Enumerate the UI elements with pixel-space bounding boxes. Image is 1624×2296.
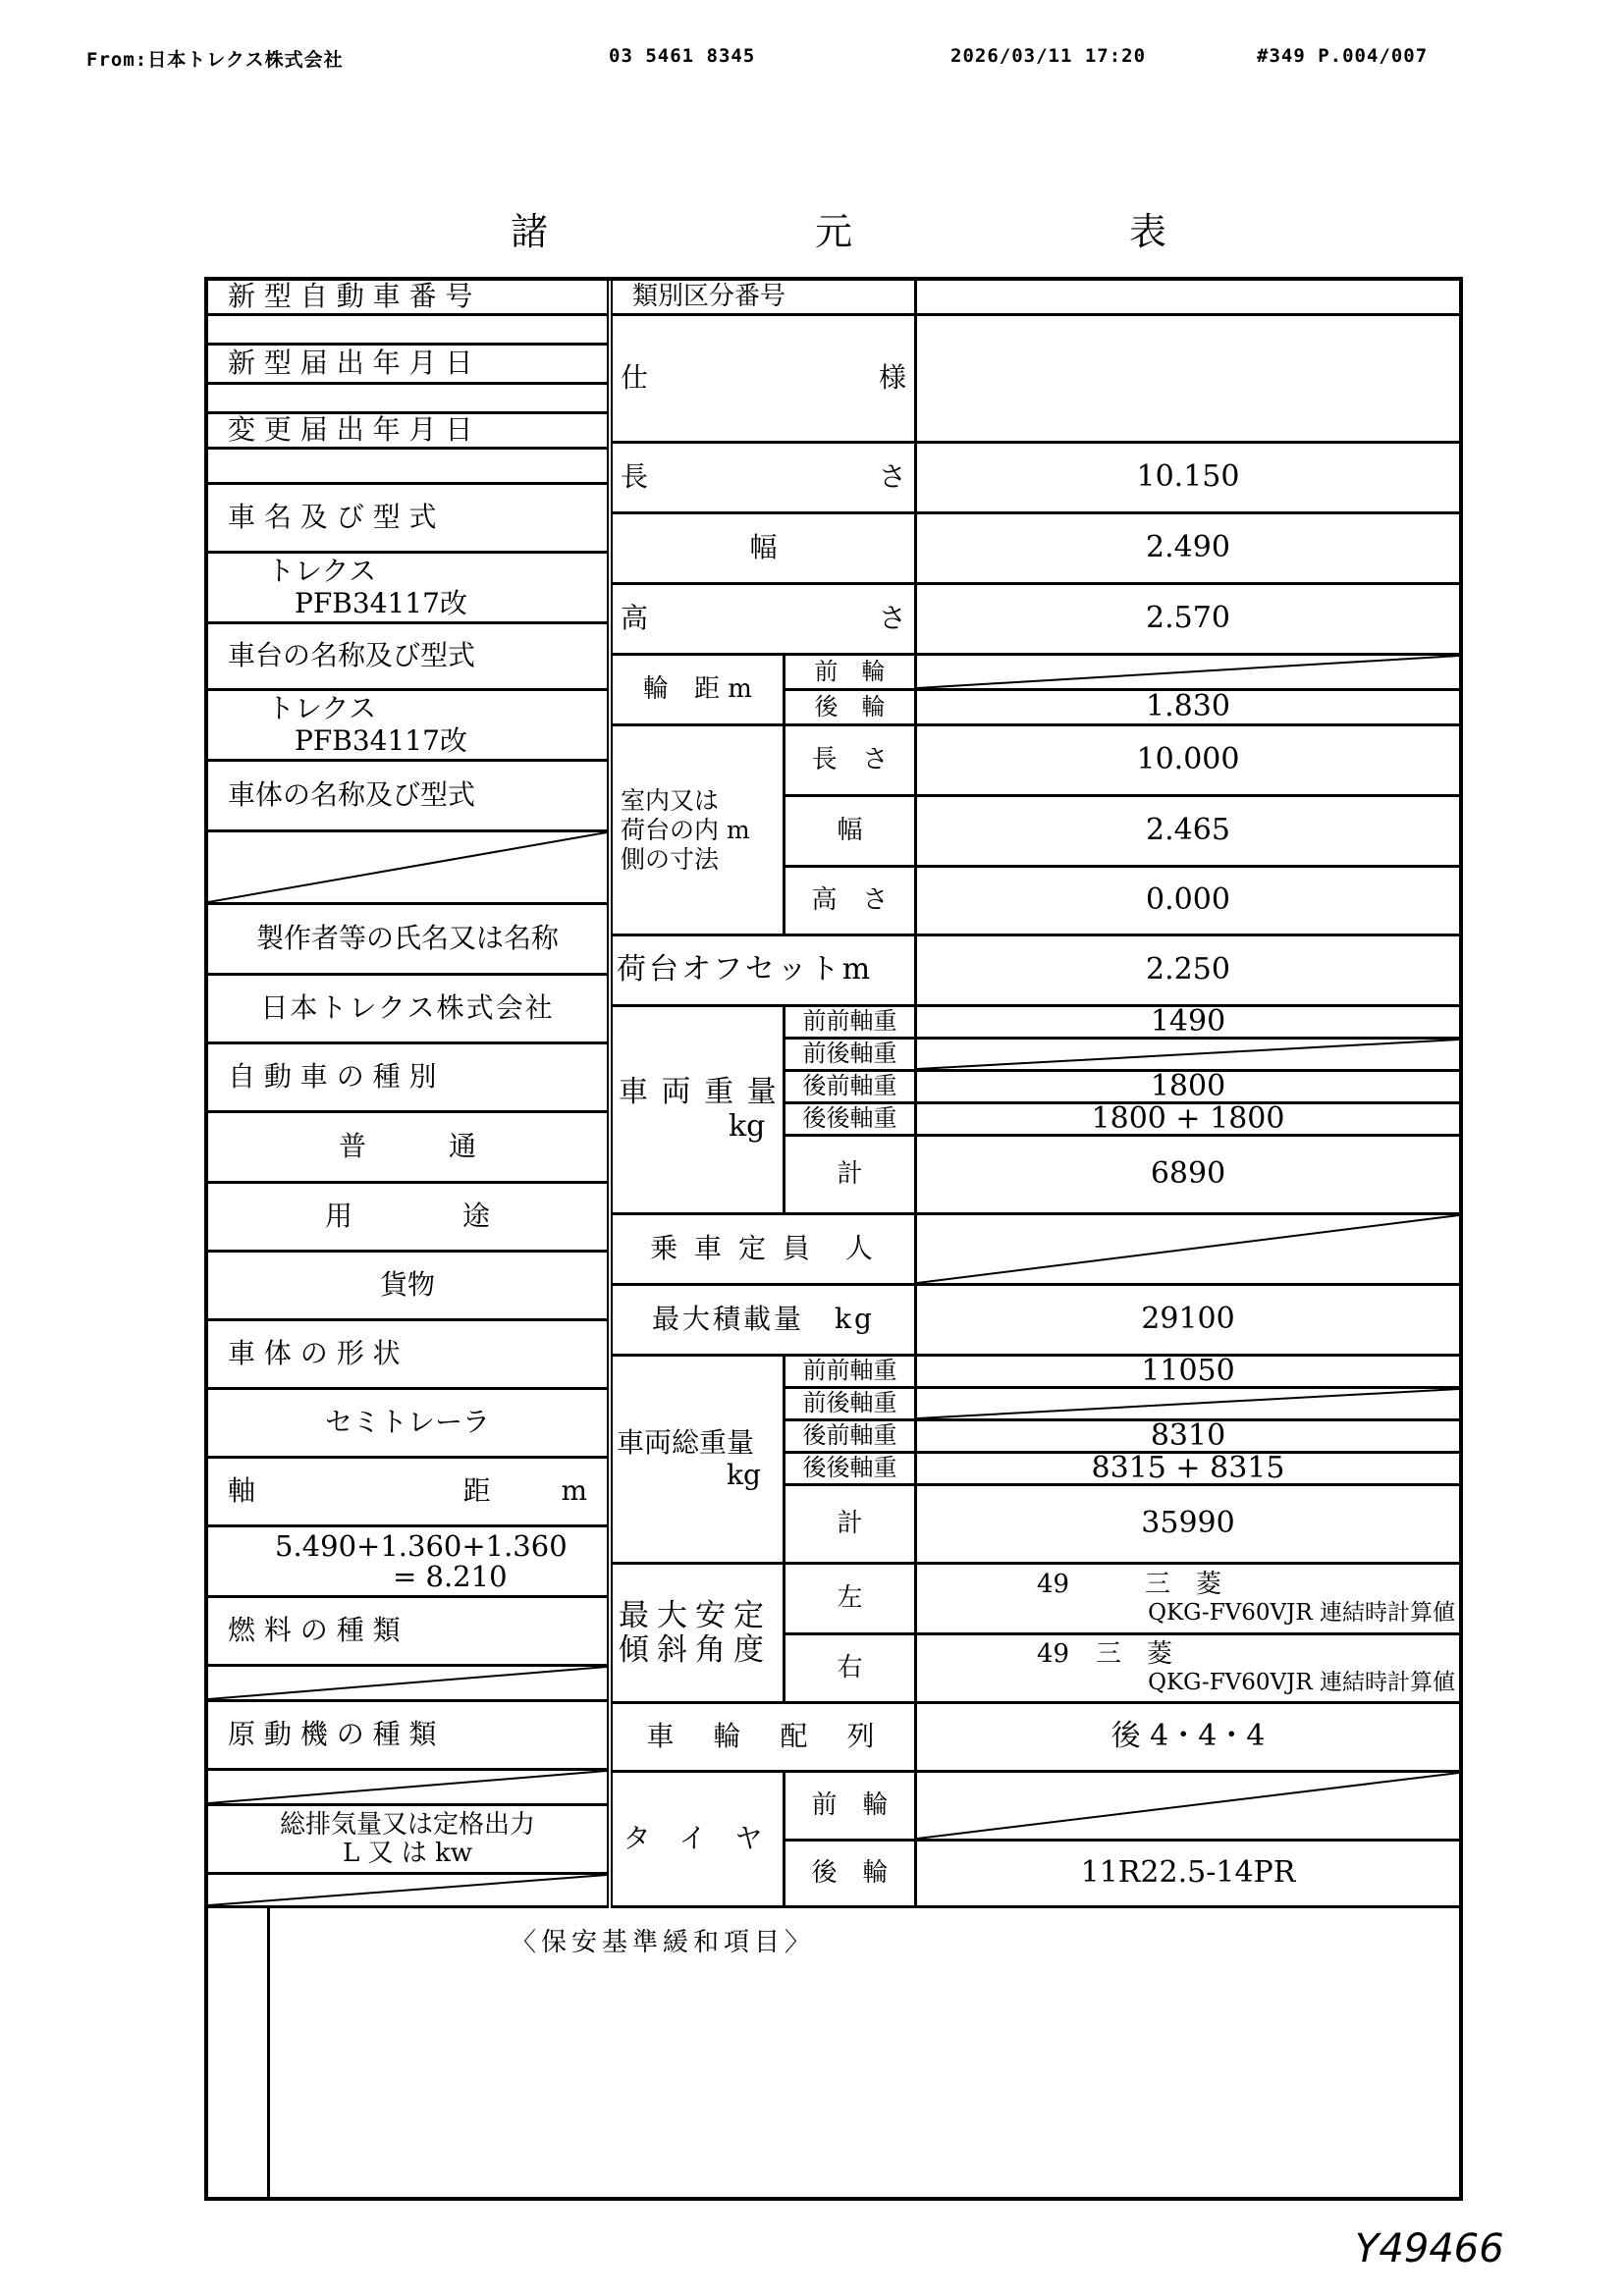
fax-page: #349 P.004/007 — [1257, 45, 1429, 67]
engine-type-value-empty — [208, 1771, 607, 1806]
engine-type-label: 原 動 機 の 種 類 — [208, 1702, 607, 1771]
track-label: 輪 距 m — [613, 656, 785, 726]
body-name-label: 車体の名称及び型式 — [208, 762, 607, 832]
displacement-value-empty — [208, 1875, 607, 1908]
new-registration-date-label: 新 型 届 出 年 月 日 — [208, 346, 607, 385]
fuel-type-value-empty — [208, 1667, 607, 1702]
gross-total-label: 計 — [785, 1486, 917, 1565]
vehicle-name-label: 車 名 及 び 型 式 — [208, 485, 607, 554]
weight-row-label: 前後軸重 — [785, 1040, 917, 1072]
diagonal-strike — [208, 1771, 607, 1803]
relaxation-content — [275, 1973, 1453, 2189]
body-shape-value: セミトレーラ — [208, 1390, 607, 1459]
usage-value: 貨物 — [208, 1253, 607, 1321]
weight-row-value-empty — [917, 1040, 1459, 1072]
chassis-name-line2: PFB34117改 — [295, 723, 467, 757]
fax-datetime: 2026/03/11 17:20 — [950, 45, 1147, 67]
interior-width-label: 幅 — [785, 797, 917, 868]
diagonal-strike — [917, 1040, 1459, 1069]
gross-row-label: 後後軸重 — [785, 1454, 917, 1486]
fuel-type-label: 燃 料 の 種 類 — [208, 1598, 607, 1667]
gross-row-label: 前前軸重 — [785, 1357, 917, 1389]
spec-label: 仕 様 — [613, 316, 917, 444]
category-number-label: 類別区分番号 — [613, 281, 917, 316]
wheelbase-value — [208, 1527, 607, 1598]
tilt-right-label: 右 — [785, 1635, 917, 1704]
tire-rear-value: 11R22.5-14PR — [917, 1842, 1459, 1908]
gross-row-value-empty — [917, 1389, 1459, 1421]
bed-offset-value: 2.250 — [917, 936, 1459, 1007]
diagonal-strike — [208, 1667, 607, 1699]
displacement-label: 総排気量又は定格出力 L 又 は kw — [208, 1806, 607, 1875]
category-number-value — [917, 281, 1459, 316]
vehicle-name-value — [208, 554, 607, 624]
weight-row-label: 後前軸重 — [785, 1072, 917, 1104]
vehicle-kind-label: 自 動 車 の 種 別 — [208, 1044, 607, 1113]
fax-sender: From:日本トレクス株式会社 — [86, 49, 344, 71]
passenger-capacity-value-empty — [917, 1215, 1459, 1286]
tilt-right-value: 49 三 菱 QKG-FV60VJR 連結時計算値 — [917, 1635, 1459, 1704]
body-name-value-empty — [208, 832, 607, 905]
length-value: 10.150 — [917, 444, 1459, 514]
tire-front-value-empty — [917, 1773, 1459, 1842]
passenger-capacity-label: 乗 車 定 員 人 — [613, 1215, 917, 1286]
fax-phone: 03 5461 8345 — [609, 45, 756, 67]
weight-row-label: 後後軸重 — [785, 1104, 917, 1137]
max-load-value: 29100 — [917, 1286, 1459, 1357]
height-value: 2.570 — [917, 585, 1459, 656]
weight-row-value: 1800 + 1800 — [917, 1104, 1459, 1137]
tire-label: タ イ ヤ — [613, 1773, 785, 1908]
gross-weight-label: 車両総重量 kg — [613, 1357, 785, 1565]
wheelbase-label: 軸 距 m — [208, 1459, 607, 1527]
vehicle-weight-label: 車 両 重 量 kg — [613, 1007, 785, 1215]
body-shape-label: 車 体 の 形 状 — [208, 1321, 607, 1390]
handwritten-note: Y49466 — [1355, 2226, 1504, 2271]
change-registration-date-label: 変 更 届 出 年 月 日 — [208, 414, 607, 450]
diagonal-strike — [917, 1215, 1459, 1283]
track-rear-value: 1.830 — [917, 691, 1459, 726]
interior-length-value: 10.000 — [917, 726, 1459, 797]
interior-height-label: 高 さ — [785, 868, 917, 936]
tire-rear-label: 後 輪 — [785, 1842, 917, 1908]
weight-row-value: 1800 — [917, 1072, 1459, 1104]
diagonal-strike — [208, 1875, 607, 1905]
bed-offset-label: 荷台オフセットm — [613, 936, 917, 1007]
weight-total-value: 6890 — [917, 1137, 1459, 1215]
diagonal-strike — [917, 1773, 1459, 1839]
interior-height-value: 0.000 — [917, 868, 1459, 936]
diagonal-strike — [917, 1389, 1459, 1418]
gross-row-label: 前後軸重 — [785, 1389, 917, 1421]
chassis-name-label: 車台の名称及び型式 — [208, 624, 607, 691]
diagonal-strike — [208, 832, 607, 902]
height-label: 高 さ — [613, 585, 917, 656]
vehicle-kind-value: 普 通 — [208, 1113, 607, 1184]
track-rear-label: 後 輪 — [785, 691, 917, 726]
new-vehicle-number-value — [208, 316, 607, 346]
relaxation-margin-line — [267, 1908, 270, 2197]
weight-total-label: 計 — [785, 1137, 917, 1215]
weight-row-label: 前前軸重 — [785, 1007, 917, 1040]
title-char-3: 表 — [1129, 210, 1167, 253]
maker-value: 日本トレクス株式会社 — [208, 976, 607, 1044]
wheel-arrangement-label: 車 輪 配 列 — [613, 1704, 917, 1773]
max-load-label: 最大積載量 kg — [613, 1286, 917, 1357]
chassis-name-value — [208, 691, 607, 762]
interior-dimensions-label: 室内又は 荷台の内 m 側の寸法 — [613, 726, 785, 936]
weight-row-value: 1490 — [917, 1007, 1459, 1040]
max-tilt-angle-label: 最大安定 傾斜角度 — [613, 1565, 785, 1704]
gross-row-label: 後前軸重 — [785, 1421, 917, 1454]
vehicle-name-line2: PFB34117改 — [295, 586, 467, 619]
usage-label: 用 途 — [208, 1184, 607, 1253]
tilt-left-label: 左 — [785, 1565, 917, 1635]
length-label: 長 さ — [613, 444, 917, 514]
track-front-value-empty — [917, 656, 1459, 691]
new-registration-date-value — [208, 385, 607, 414]
gross-total-value: 35990 — [917, 1486, 1459, 1565]
change-registration-date-value — [208, 450, 607, 485]
wheelbase-line1: 5.490+1.360+1.360 — [275, 1529, 568, 1564]
new-vehicle-number-label: 新 型 自 動 車 番 号 — [208, 281, 607, 316]
spec-value — [917, 316, 1459, 444]
wheelbase-line2: = 8.210 — [393, 1559, 508, 1593]
relaxation-heading: 〈保安基準緩和項目〉 — [511, 1928, 816, 1958]
maker-label: 製作者等の氏名又は名称 — [208, 905, 607, 976]
title-char-2: 元 — [815, 210, 853, 253]
gross-row-value: 11050 — [917, 1357, 1459, 1389]
chassis-name-line1: トレクス — [267, 692, 377, 725]
track-front-label: 前 輪 — [785, 656, 917, 691]
interior-width-value: 2.465 — [917, 797, 1459, 868]
diagonal-strike — [917, 656, 1459, 688]
title-char-1: 諸 — [511, 210, 549, 253]
gross-row-value: 8310 — [917, 1421, 1459, 1454]
interior-length-label: 長 さ — [785, 726, 917, 797]
vehicle-name-line1: トレクス — [267, 555, 377, 588]
tilt-left-value: 49 三 菱 QKG-FV60VJR 連結時計算値 — [917, 1565, 1459, 1635]
width-value: 2.490 — [917, 514, 1459, 585]
tire-front-label: 前 輪 — [785, 1773, 917, 1842]
gross-row-value: 8315 + 8315 — [917, 1454, 1459, 1486]
width-label: 幅 — [613, 514, 917, 585]
wheel-arrangement-value: 後 4・4・4 — [917, 1704, 1459, 1773]
